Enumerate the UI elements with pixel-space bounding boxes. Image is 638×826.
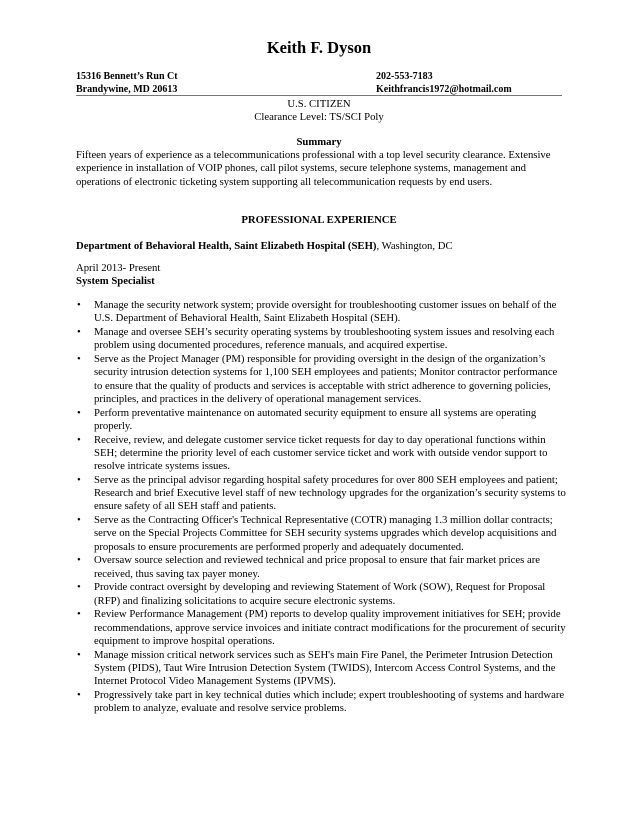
email-address: Keithfrancis1972@hotmail.com bbox=[376, 84, 512, 95]
list-item: • Manage and oversee SEH’s security operating systems by troubleshooting system issues and resolving each problem using documented procedures, reference manuals, and acquired expertise. bbox=[76, 326, 566, 353]
list-item: • Provide contract oversight by developing and reviewing Statement of Work (SOW), Request for Proposal (RFP) and finalizing solicitations to acquire secure electronic systems. bbox=[76, 581, 566, 608]
job-title: System Specialist bbox=[76, 275, 155, 287]
clearance-level: Clearance Level: TS/SCI Poly bbox=[254, 111, 384, 123]
list-item: • Oversaw source selection and reviewed technical and price proposal to ensure that fair market prices are received, thus saving tax payer money. bbox=[76, 554, 566, 581]
list-item: • Serve as the principal advisor regarding hospital safety procedures for over 800 SEH employees and patient; Research and brief Executive level staff of new technology upgrades for the organization’s security systems to ensure safety of all SEH staff and patients. bbox=[76, 474, 566, 514]
responsibilities-list bbox=[76, 299, 566, 716]
summary-text: Fifteen years of experience as a telecommunications professional with a top level security clearance. Extensive experience in installation of VOIP phones, call pilot systems, secure telephone systems, management and operations of electronic ticketing system supporting all telecommunication requests by end users. bbox=[76, 149, 551, 188]
job-dates: April 2013- Present bbox=[76, 262, 161, 274]
list-item: • Progressively take part in key technical duties which include; expert troubleshooting of systems and hardware problem to analyze, evaluate and resolve service problems. bbox=[76, 689, 566, 716]
list-item: • Manage mission critical network services such as SEH's main Fire Panel, the Perimeter Intrusion Detection System (PIDS), Taut Wire Intrusion Detection System (TWIDS), Intercom Access Control Systems, and the Internet Protocol Video Management Systems (IPVMS). bbox=[76, 649, 566, 689]
list-item: • Manage the security network system; provide oversight for troubleshooting customer issues on behalf of the U.S. Department of Behavioral Health, Saint Elizabeth Hospital (SEH). bbox=[76, 299, 566, 326]
list-item: • Perform preventative maintenance on automated security equipment to ensure all systems are operating properly. bbox=[76, 407, 566, 434]
employer-line bbox=[76, 240, 566, 253]
candidate-name: Keith F. Dyson bbox=[266, 38, 372, 57]
list-item: • Serve as the Project Manager (PM) responsible for providing oversight in the design of the organization’s security intrusion detection systems for 1,100 SEH employees and patients; Monitor contractor performance to ensure that the quality of products and services is acceptable with strict adherence to governing policies, principles, and practices in the delivery of operational management services. bbox=[76, 353, 566, 406]
address-line-1: 15316 Bennett’s Run Ct bbox=[76, 71, 178, 82]
list-item: • Serve as the Contracting Officer's Technical Representative (COTR) managing 1.3 million dollar contracts; serve on the Special Projects Committee for SEH security systems upgrades which develop acquisitions and proposals to ensure procurements are performed properly and adequately documented. bbox=[76, 514, 566, 554]
address-line-2: Brandywine, MD 20613 bbox=[76, 84, 178, 95]
list-item: • Receive, review, and delegate customer service ticket requests for day to day operational functions within SEH; determine the priority level of each customer service ticket and work with outside vendor support to resolve intricate systems issues. bbox=[76, 434, 566, 474]
experience-heading: PROFESSIONAL EXPERIENCE bbox=[241, 214, 397, 226]
header-divider bbox=[76, 95, 562, 96]
summary-heading: Summary bbox=[296, 136, 342, 148]
citizenship: U.S. CITIZEN bbox=[287, 98, 351, 110]
employer-name: Department of Behavioral Health, Saint Elizabeth Hospital (SEH) bbox=[76, 240, 377, 252]
phone-number: 202-553-7183 bbox=[376, 71, 433, 82]
list-item: • Review Performance Management (PM) reports to develop quality improvement initiatives for SEH; provide recommendations, approve service invoices and initiate contract modifications for the procurement of security equipment to improve hospital operations. bbox=[76, 608, 566, 648]
employer-location: , Washington, DC bbox=[376, 240, 453, 252]
